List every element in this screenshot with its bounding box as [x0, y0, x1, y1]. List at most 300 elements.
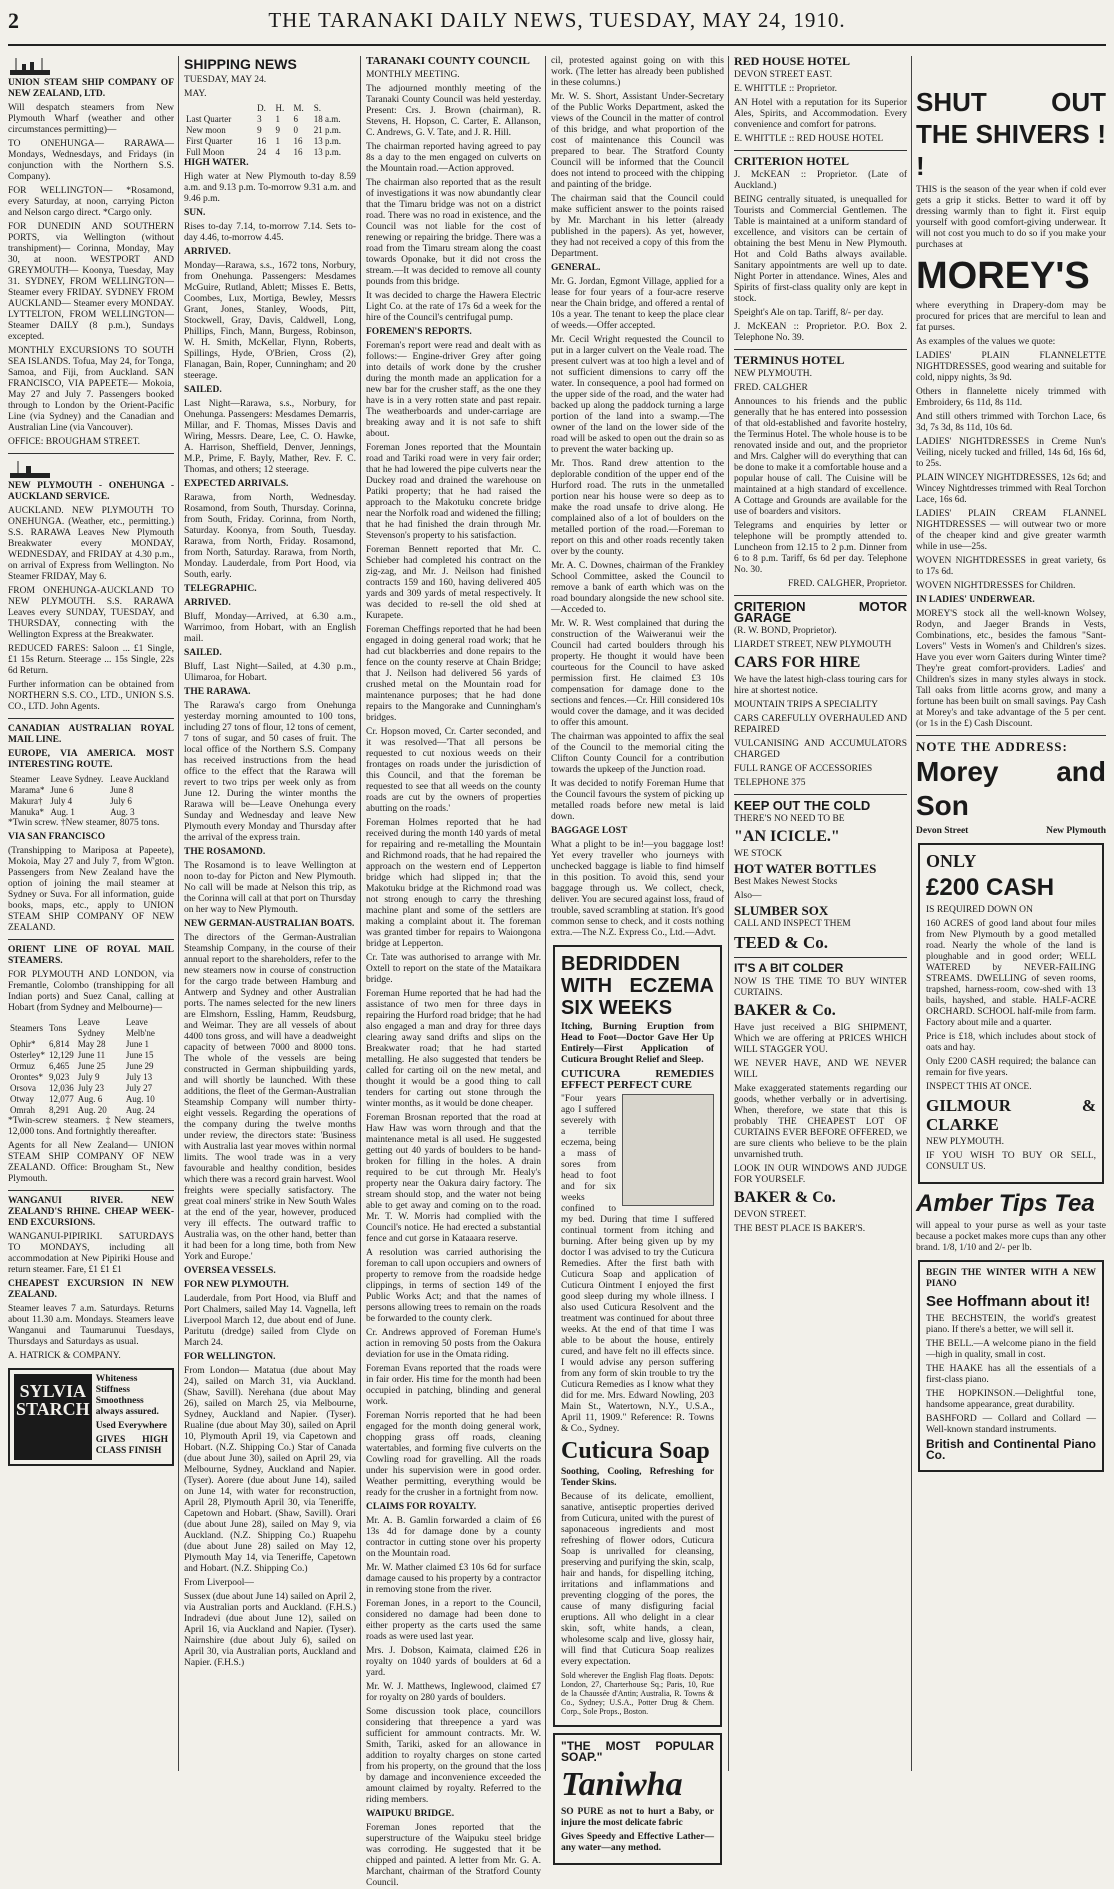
table-cell: June 29	[125, 1061, 154, 1071]
cash-subheading: IS REQUIRED DOWN ON	[926, 905, 1033, 915]
tel-arrived-heading: ARRIVED.	[184, 598, 231, 608]
table-cell: Last Quarter	[186, 114, 232, 124]
red-house-address: DEVON STREET EAST.	[734, 70, 833, 80]
table-cell: Ormuz	[10, 1061, 35, 1071]
moon-phases-table	[184, 103, 356, 158]
article-paragraph: Foreman Bennett reported that Mr. C. Schieber had completed his contract on the zig-zag, and Mr. J. Neilson had finished contracts 159 and 160, having delivered 405 yards and 309 yards of metal respectively. It was decided to re-sell the old shed at Kurapete.	[366, 545, 541, 621]
table-cell: Marama*	[10, 785, 45, 795]
baker-address: DEVON STREET.	[734, 1210, 807, 1220]
table-cell: Otway	[10, 1094, 34, 1104]
sf-heading: VIA SAN FRANCISCO	[8, 832, 106, 842]
steamship-icon	[8, 459, 54, 481]
table-cell: 1	[275, 114, 280, 124]
table-cell: Aug. 3	[110, 807, 135, 817]
taniwha-brand: Taniwha	[561, 1766, 683, 1803]
shipping-date: TUESDAY, MAY 24.	[184, 75, 267, 85]
table-cell: Orontes*	[10, 1072, 43, 1082]
piano-item: THE HAAKE has all the essentials of a first-class piano.	[926, 1364, 1096, 1385]
column-county-council	[366, 55, 541, 1888]
article-paragraph: cil, protested against going on with this work. (The letter has already been published in these columns.)	[551, 56, 724, 88]
table-cell: July 27	[125, 1083, 153, 1093]
article-paragraph: Mr. Cecil Wright requested the Council to put in a larger culvert on the Veale road. The present culvert was at too high a level and of not sufficient dimensions to carry off the water. In consequence, a pool had formed on the upper side of the road, and the water had backed up along the paddock turning a large portion of the land into a swamp.—The owner of the land on the lower side of the road will be asked to open out the drain so as to prevent the water backing up.	[551, 335, 724, 455]
sylvia-starch-ad	[8, 1368, 174, 1466]
table-row	[8, 1050, 174, 1061]
wanganui-cheapest: CHEAPEST EXCURSION IN NEW ZEALAND.	[8, 1279, 174, 1300]
table-cell: Osterley*	[10, 1050, 45, 1060]
union-wellington: FOR WELLINGTON— *Rosamond, every Saturday, at noon, carrying Picton and Nelson cargo direct. *Cargo only.	[8, 186, 174, 218]
garage-address: LIARDET STREET, NEW PLYMOUTH	[734, 640, 892, 650]
shipping-news-heading: SHIPPING NEWS	[184, 56, 297, 72]
garage-heading: CRITERION MOTOR GARAGE	[734, 599, 907, 625]
column-shipping-ads	[8, 56, 174, 1771]
table-row	[8, 1072, 174, 1083]
table-cell: Omrah	[10, 1105, 35, 1115]
column-council-continued	[551, 56, 724, 1853]
terminus-more: Telegrams and enquiries by letter or telephone will be promptly attended to. Luncheon from 12.15 to 2 p.m. Dinner from 6 to 8 p.m. Tariff, 6s 6d per day. Telephone No. 30.	[734, 521, 907, 575]
article-paragraph: Foreman's report were read and dealt with as follows:— Engine-driver Grey after going into details of work done by the crusher during the month made an application for a new bar for the crusher staff, as the one they have is in a very rotten state and past repair. The weatherboards and under-carriage are breaking away and it is not safe to shift about.	[366, 341, 541, 439]
article-paragraph: Mr. Thos. Rand drew attention to the deplorable condition of the upper end of the Hurford road. The ruts in the unmetalled portion near his house were so deep as to make the road unsafe to drive along. He complained also of a lot of boulders on the metalled portion of the road.—Foreman to report on this and other roads recently taken over by the county.	[551, 459, 724, 557]
red-house-heading: RED HOUSE HOTEL	[734, 54, 851, 68]
cold-heading: KEEP OUT THE COLD	[734, 798, 871, 813]
table-row	[8, 807, 174, 818]
orient-heading: ORIENT LINE OF ROYAL MAIL STEAMERS.	[8, 945, 174, 966]
german-heading: NEW GERMAN-AUSTRALIAN BOATS.	[184, 919, 355, 929]
morey-item: LADIES' PLAIN FLANNELETTE NIGHTDRESSES, good wearing and suitable for cold, nippy nights, 3s 9d.	[916, 351, 1106, 383]
sf-text: (Transhipping to Mariposa at Papeete), Mokoia, May 27 and July 7, from W'gton. Passengers from New Zealand have the option of joining the mail steamer at Sydney or Suva. For all information, guide books, maps, etc., apply to UNION STEAM SHIP COMPANY OF NEW ZEALAND.	[8, 846, 174, 933]
divider	[734, 957, 907, 958]
table-header: H.	[275, 103, 285, 113]
table-header: S.	[313, 103, 321, 113]
farm-price: Price is £18, which includes about stock of oats and hay.	[926, 1032, 1096, 1053]
table-cell: 9,023	[49, 1072, 70, 1082]
sylvia-logo: SYLVIA STARCH	[14, 1374, 92, 1460]
article-paragraph: Foreman Norris reported that he had been engaged for the month doing general work, chopping grass off roads, cleaning watertables, and forming five culverts on the Cowling road for gravelling. All the roads under his supervision were in good order. Weather permitting, everything would be ready for the crusher in a fortnight from now.	[366, 1411, 541, 1498]
article-paragraph: Mr. A. B. Gamlin forwarded a claim of £6 13s 4d for damage done by a county contractor in cutting stone over his property on the Mountain road.	[366, 1516, 541, 1559]
table-header-row	[8, 774, 174, 785]
morey-item: PLAIN WINCEY NIGHTDRESSES, 12s 6d; and Wincey Nightdresses trimmed with Real Torchon Lace, 16s 6d.	[916, 473, 1106, 505]
column-display-ads	[916, 56, 1106, 1771]
liverpool-text: Sussex (due about June 14) sailed on April 2, via Australian ports and Auckland. (F.H.S.) Indradevi (due about June 12), sailed on April 16, via Auckland and Napier. (Tyser). Nairnshire (due about July 6), sailed on April 30, via Australian ports, Auckland and Napier. (F.H.S.)	[184, 1592, 356, 1668]
table-cell: 12,129	[49, 1050, 74, 1060]
table-header: Leave Melb'ne	[125, 1017, 155, 1038]
morey-examples: As examples of the values we quote:	[916, 337, 1056, 347]
table-cell: 16	[257, 136, 267, 146]
table-cell: 12,077	[49, 1094, 74, 1104]
cold-we-stock: WE STOCK	[734, 849, 783, 859]
slumber-sox: SLUMBER SOX	[734, 903, 829, 918]
table-header: Leave Auckland	[110, 774, 169, 784]
sun-text: Rises to-day 7.14, to-morrow 7.14. Sets to-day 4.46, to-morrow 4.45.	[184, 222, 356, 243]
sylvia-copy	[96, 1374, 168, 1460]
morey-and-son: Morey and Son	[916, 756, 1106, 821]
cold-call-inspect: CALL AND INSPECT THEM	[734, 919, 851, 929]
table-cell: July 4	[50, 796, 73, 806]
table-header-row	[184, 103, 356, 114]
testimonial-portrait	[622, 1094, 714, 1206]
sun-heading: SUN.	[184, 208, 206, 218]
from-auckland-text: FROM ONEHUNGA-AUCKLAND TO NEW PLYMOUTH. S.S. RARAWA Leaves every SUNDAY, TUESDAY, and THURSDAY, connecting with the Wellington Express at the Breakwater.	[8, 586, 174, 640]
table-row	[184, 147, 356, 158]
table-header: Tons	[49, 1022, 67, 1033]
table-cell: 16	[293, 147, 303, 157]
table-cell: 13 p.m.	[313, 147, 341, 157]
general-heading: GENERAL.	[551, 263, 601, 273]
new-plymouth-heading: FOR NEW PLYMOUTH.	[184, 1280, 289, 1290]
cuticura-soap-text: Because of its delicate, emollient, sanative, antiseptic properties derived from Cuticura, united with the purest of saponaceous ingredients and most refreshing of flower odors, Cuticura Soap is unrivalled for cleansing, preserving and purifying the skin, scalp, hair and hands, for dispelling itching, irritations and inflammations and preventing clogging of the pores, the cause of many disfiguring facial eruptions. All who delight in a clear skin, soft, white hands, a clean, wholesome scalp and live, glossy hair, will find that Cuticura Soap realizes every expectation.	[561, 1492, 714, 1667]
table-header: Steamer	[10, 774, 40, 784]
farm-cash: Only £200 CASH required; the balance can remain for five years.	[926, 1057, 1096, 1078]
table-cell: 24	[257, 147, 267, 157]
devon-new-plymouth: New Plymouth	[1046, 826, 1106, 836]
column-hotel-ads	[734, 56, 907, 1771]
table-cell: June 6	[50, 785, 74, 795]
rosamond-text: The Rosamond is to leave Wellington at noon to-day for Picton and New Plymouth. No call will be made at Nelson this trip, as the Corinna will call at that port on Thursday on her way to New Plymouth.	[184, 861, 356, 915]
land-sale-ad	[918, 843, 1104, 1184]
colder-windows: LOOK IN OUR WINDOWS AND JUDGE FOR YOURSELF.	[734, 1164, 907, 1185]
article-paragraph: Foreman Cheffings reported that he had been engaged in doing general road work; that he had cut blackberries and done repairs to the fence on the county reserve at Chain Bridge; that J. Neilson had delivered 56 yards of crushed metal on the Mountain road for maintenance purposes; that he had done repairs to the Mangorake and Cunningham's bridges.	[366, 625, 541, 723]
colder-shipment: Have just received a BIG SHIPMENT, Which we are offering at PRICES WHICH WILL STAGGER YOU.	[734, 1023, 907, 1055]
table-cell: July 9	[77, 1072, 100, 1082]
article-paragraph: Foreman Jones, in a report to the Council, considered no damage had been done to either property as the carts used the same roads as were used last year.	[366, 1599, 541, 1642]
note-address-heading: NOTE THE ADDRESS:	[916, 739, 1068, 754]
cuticura-soap-subheading: Soothing, Cooling, Refreshing for Tender Skins.	[561, 1467, 714, 1488]
wanganui-text: WANGANUI-PIPIRIKI. SATURDAYS TO MONDAYS, including all accommodation at New Pipiriki House and return steamer. Fare, £1 £1 £1	[8, 1232, 174, 1275]
foremen-heading: FOREMEN'S REPORTS.	[366, 327, 472, 337]
table-row	[8, 1061, 174, 1072]
morey-item: Others in flannelette nicely trimmed with Embroidery, 6s 11d, 8s 11d.	[916, 387, 1106, 408]
article-paragraph: Mr. W. R. West complained that during the construction of the Waiweranui weir the Council had carted boulders through his property. He thought it would have been courteous for the Council to have asked permission first. He claimed £3 10s compensation for damage done to the sections and fences.—Cr. Hill considered 10s would cover the damage, and it was decided to offer this amount.	[551, 619, 724, 728]
table-header	[184, 103, 255, 114]
table-cell: Aug. 20	[77, 1105, 107, 1115]
terminus-proprietor: FRED. CALGHER	[734, 383, 808, 393]
table-cell: Aug. 24	[125, 1105, 155, 1115]
red-house-footer: E. WHITTLE :: RED HOUSE HOTEL	[734, 134, 884, 144]
table-cell: Makura†	[10, 796, 43, 806]
onehunga-text: AUCKLAND. NEW PLYMOUTH TO ONEHUNGA. (Weather, etc., permitting.) S.S. RARAWA Leaves New Plymouth Breakwater every MONDAY, WEDNESDAY, and FRIDAY at 4.30 p.m., on arrival of Express from Wellington. No Steamer FRIDAY, May 6.	[8, 506, 174, 582]
criterion-proprietor: J. McKEAN :: Proprietor. (Late of Auckland.)	[734, 170, 907, 191]
steamship-icon	[8, 56, 54, 78]
table-cell: 9	[257, 125, 262, 135]
baggage-text: What a plight to be in!—you baggage lost! Yet every traveller who journeys with unchecked baggage is liable to find himself in this position. To avoid this, send your baggage through us. We collect, check, deliver. You are secured against loss, fraud of trouble, saved scrambling at station. It's good common sense to check, and it costs nothing extra.—The N.Z. Express Co., Ltd.—Advt.	[551, 840, 724, 938]
table-cell: Aug. 10	[125, 1094, 155, 1104]
union-text: Will despatch steamers from New Plymouth Wharf (weather and other circumstances permitting)—	[8, 103, 174, 135]
keep-out-cold-ad	[734, 800, 907, 952]
red-house-text: AN Hotel with a reputation for its Superior Ales, Spirits, and Accommodation. Every convenience and comfort for patrons.	[734, 98, 907, 130]
article-paragraph: Foreman Jones reported that the Mountain road and Tariki road were in very fair order; that he had lowered the pipe culverts near the Duckey road and drained the warehouse on Patiki property; that he had raised the approach to the Makotuku concrete bridge near the Norfolk road and widened the filling; that he had finished the drain through Mr. Stevenson's property to his satisfaction.	[366, 443, 541, 541]
table-cell: June 8	[110, 785, 134, 795]
criterion-heading: CRITERION HOTEL	[734, 154, 850, 168]
table-row	[8, 1083, 174, 1094]
expected-text: Rarawa, from North, Wednesday. Rosamond, from South, Thursday. Corinna, from South, Friday. Corinna, from North, Saturday. Koonya, from South, Tuesday. Rarawa, from North, Friday. Rosamond, from North, Saturday. Rarawa, from North, Monday. Lauderdale, from Port Hood, via South, early.	[184, 493, 356, 580]
newspaper-title: THE TARANAKI DAILY NEWS, TUESDAY, MAY 24, 1910.	[268, 8, 846, 32]
tel-arrived-text: Bluff, Monday—Arrived, at 6.30 a.m., Warrimoo, from Hobart, with an English mail.	[184, 612, 356, 644]
cuticura-soap-heading: Cuticura Soap	[561, 1438, 710, 1464]
royalty-heading: CLAIMS FOR ROYALTY.	[366, 1502, 477, 1512]
baker-brand: BAKER & Co.	[734, 1002, 836, 1019]
sylvia-used: Used Everywhere	[95, 1421, 168, 1431]
eczema-subheading: Itching, Burning Eruption from Head to Foot—Doctor Gave Her Up Entirely—First Application of Cuticura Brought Relief and Sleep.	[561, 1022, 714, 1065]
table-cell: 16	[293, 136, 303, 146]
wanganui-ad	[8, 1196, 174, 1362]
column-divider	[545, 56, 546, 1771]
divider	[8, 453, 174, 454]
baker-curtains-ad	[734, 963, 907, 1235]
cuticura-ad	[553, 945, 722, 1727]
teed-brand: TEED & Co.	[734, 933, 828, 952]
new-plymouth-text: Lauderdale, from Port Hood, via Bluff and Port Chalmers, sailed May 14. Vagnella, left Liverpool March 12, due about end of June. Paritutu (dredge) sailed from Clyde on March 24.	[184, 1294, 356, 1348]
article-paragraph: Mr. W. Mather claimed £3 10s 6d for surface damage caused to his property by a contractor in removing stone from the river.	[366, 1563, 541, 1595]
red-house-hotel-ad	[734, 56, 907, 145]
baker-best-place: THE BEST PLACE IS BAKER'S.	[734, 1224, 866, 1234]
garage-list-item: TELEPHONE 375	[734, 778, 806, 788]
inspect-notice: INSPECT THIS AT ONCE.	[926, 1082, 1032, 1092]
arrived-heading: ARRIVED.	[184, 247, 231, 257]
piano-heading: BEGIN THE WINTER WITH A NEW PIANO	[926, 1268, 1096, 1289]
hot-water-bottles: HOT WATER BOTTLES	[734, 861, 877, 876]
article-paragraph: Foreman Holmes reported that he had received during the month 140 yards of metal for repairing and re-metalling the Mountain and Richmond roads, that he had repaired the approach on the western end of Lepperton bridge which had slipped in; that the Makotuku bridge at the Richmond road was not strong enough to carry the threshing machine plant and some of the settlers are making a complaint about it. The foreman was granted timber for repairs to Waiongona bridge at Lepperton.	[366, 818, 541, 949]
table-row	[184, 125, 356, 136]
table-cell: 12,036	[49, 1083, 74, 1093]
colder-never: WE NEVER HAVE, AND WE NEVER WILL	[734, 1059, 907, 1080]
orient-agents: Agents for all New Zealand— UNION STEAM SHIP COMPANY OF NEW ZEALAND. Office: Brougham St., New Plymouth.	[8, 1141, 174, 1184]
table-cell: Aug. 1	[50, 807, 75, 817]
shut-out-text: THIS is the season of the year when if cold ever gets a grip it sticks. Better to ward it off by dressing warmly than to fight it. First equip yourself with good comfort-giving underwear. It will not cost you much to do so if you make your purchases at	[916, 185, 1106, 250]
council-subheading: MONTHLY MEETING.	[366, 70, 460, 80]
morey-item: LADIES' NIGHTDRESSES in Creme Nun's Veiling, nicely tucked and frilled, 14s 6d, 16s 6d, to 25s.	[916, 437, 1106, 469]
article-paragraph: It was decided to charge the Hawera Electric Light Co. at the rate of 17s 6d a week for the hire of the Council's centrifugal pump.	[366, 291, 541, 323]
amber-tips-ad	[916, 1190, 1106, 1254]
canadian-heading: CANADIAN AUSTRALIAN ROYAL MAIL LINE.	[8, 724, 174, 745]
table-header: Leave Sydney.	[50, 774, 104, 784]
article-paragraph: The chairman also reported that as the result of investigations it was now abundantly clear that the Timaru bridge was not on a district road. There was no road in existence, and the Council was not liable for the cost of renewing or repairing the bridge. There was a road from the Timaru stream along the coast towards Oponake, but it did not cross the stream.—It was decided to remove all county pounds from this bridge.	[366, 178, 541, 287]
table-header: Steamers	[10, 1022, 43, 1033]
tel-sailed-heading: SAILED.	[184, 648, 222, 658]
union-steam-ad	[8, 56, 174, 448]
divider	[8, 718, 174, 719]
farm-description: 160 ACRES of good land about four miles from New Plymouth by a good metalled road. Nearly the whole of the land is ploughable and in good order; WELL WATERED by NEVER-FAILING STREAMS. DWELLING of seven rooms, trapshed, harness-room, cow-shed with 13 bails, hayshed, and stable. HALF-ACRE ORCHARD. SCHOOL half-mile from farm. Factory about mile and a quarter.	[926, 919, 1096, 1028]
table-row	[8, 796, 174, 807]
table-cell: June 11	[77, 1050, 106, 1060]
table-header-row	[8, 1017, 174, 1039]
taniwha-quote: "THE MOST POPULAR SOAP."	[561, 1739, 714, 1764]
orient-text: FOR PLYMOUTH AND LONDON, via Fremantle, Colombo (transhipping for all Indian ports) and Suez Canal, calling at Hobart (from Sydney and Melbourne)—	[8, 970, 174, 1013]
piano-ad	[918, 1260, 1104, 1472]
devon-street: Devon Street	[916, 826, 969, 836]
garage-list-item: MOUNTAIN TRIPS A SPECIALITY	[734, 700, 878, 710]
table-cell: 0	[293, 125, 299, 135]
garage-proprietor: (R. W. BOND, Proprietor).	[734, 626, 837, 636]
table-cell: Aug. 6	[77, 1094, 103, 1104]
piano-item: BASHFORD — Collard and Collard — Well-known standard instruments.	[926, 1414, 1096, 1435]
table-row	[8, 785, 174, 796]
article-paragraph: Mr. G. Jordan, Egmont Village, applied for a lease for four years of a four-acre reserve near the Chain bridge, and offered a rental of 10s a year. The tenant to keep the place clear of weeds.—Offer accepted.	[551, 277, 724, 331]
table-cell: June 15	[125, 1050, 154, 1060]
waipuku-heading: WAIPUKU BRIDGE.	[366, 1809, 455, 1819]
table-cell: Orsova	[10, 1083, 36, 1093]
baggage-heading: BAGGAGE LOST	[551, 826, 628, 836]
hoffmann-heading: See Hoffmann about it!	[926, 1293, 1091, 1310]
divider	[734, 150, 907, 151]
masthead	[0, 6, 1114, 38]
divider	[916, 735, 1106, 736]
table-cell: June 1	[125, 1039, 150, 1049]
taniwha-ad	[553, 1733, 722, 1865]
table-cell: 9	[275, 125, 280, 135]
article-paragraph: A resolution was carried authorising the foreman to call upon occupiers and owners of property to remove from the roadside hedge clippings, in terms of section 149 of the Public Works Act; and that the names of persons allowing trees to remain on the roads be forwarded to the county clerk.	[366, 1248, 541, 1324]
rosamond-heading: THE ROSAMOND.	[184, 847, 266, 857]
amber-tips-text: will appeal to your purse as well as your taste because a pocket makes more cups than any other brand. 1/8, 1/10 and 2/- per lb.	[916, 1221, 1106, 1253]
cash-heading: £200 CASH	[926, 874, 1055, 901]
table-header: M.	[293, 103, 304, 113]
onehunga-heading: NEW PLYMOUTH - ONEHUNGA - AUCKLAND SERVICE.	[8, 481, 174, 502]
piano-item: THE HOPKINSON.—Delightful tone, handsome appearance, great durability.	[926, 1389, 1096, 1410]
table-cell: 1	[275, 136, 280, 146]
german-text: The directors of the German-Australian Steamship Company, in the course of their annual report to the shareholders, refer to the new steamers now in course of construction for the cargo trade between Hamburg and Antwerp and Sydney and other Australian ports. The names selected for the new liners are Elmshorn, Essling, Hamm, Reudsburg, and Weimar. They are all vessels of about 4400 tons gross, and will have a deadweight capacity of between 7000 and 8000 tons. The whole of the vessels are being constructed in German shipbuilding yards, and will shortly be launched. With these additions, the fleet of the German-Australian Steamship Company will number thirty-eight vessels. Regarding the operations of the company during the twelve months under review, the directors state: 'Business with Australia last year moves within normal limits. The wool trade was in a very favourable and healthy condition, besides which there was a record grain harvest. Wool freights were specially satisfactory. The great coal miners' strike in New South Wales at the end of the year, however, produced very ill effects. The outward traffic to Australia was, on the other hand, better than it had been for a long time, both from New York and Europe.'	[184, 933, 356, 1262]
table-cell: July 13	[125, 1072, 153, 1082]
table-cell: May 28	[77, 1039, 106, 1049]
terminus-address: NEW PLYMOUTH.	[734, 369, 813, 379]
garage-text: We have the latest high-class touring cars for hire at shortest notice.	[734, 675, 907, 696]
morey-text: where everything in Drapery-dom may be procured for prices that are merciful to lean and fat purses.	[916, 301, 1106, 333]
cuticura-testimonial: "Four years ago I suffered severely with a terrible eczema, being a mass of sores from head to foot and for six weeks confined to my bed. During that time I suffered continual torment from itching and burning. After being given up by my doctor I was advised to try the Cuticura Remedies. After the first bath with Cuticura Soap and application of Cuticura Ointment I enjoyed the first good sleep during my whole illness. I also used Cuticura Resolvent and the treatment was continued for about three weeks. At the end of that time I was able to be about the house, entirely cured, and have felt no ill effects since. I would advise any person suffering from any form of skin trouble to try the Cuticura Remedies as I know what they did for me. Mrs. Edward Nowling, 203 Main St., Watertown, N.Y., U.S.A., April 11, 1909." Reference: R. Towns & Co., Sydney.	[561, 1094, 714, 1434]
divider	[734, 794, 907, 795]
taniwha-tagline-2: Gives Speedy and Effective Lather—any water—any method.	[561, 1832, 714, 1853]
page-number: 2	[8, 8, 19, 33]
sylvia-tags: Whiteness Stiffness Smoothness always assured.	[95, 1374, 159, 1417]
table-cell: 6,465	[49, 1061, 70, 1071]
colder-text: NOW IS THE TIME TO BUY WINTER CURTAINS.	[734, 977, 907, 998]
article-paragraph: It was decided to notify Foreman Hume that the Council favours the system of picking up metalled roads before new metal is laid down.	[551, 779, 724, 822]
table-cell: 6,814	[49, 1039, 70, 1049]
moon-heading: MAY.	[184, 89, 207, 99]
union-heading: UNION STEAM SHIP COMPANY OF NEW ZEALAND, LTD.	[8, 78, 174, 99]
table-row	[184, 136, 356, 147]
criterion-text: BEING centrally situated, is unequalled for Tourists and Commercial Gentlemen. The Table is maintained at a uniform standard of excellence, and visitors can be certain of obtaining the best Menu in New Plymouth. Hot and Cold Baths always available. Sanitary appointments are well up to date. Night Porter in attendance. Wines, Ales and Spirits of first-class quality only are kept in stock.	[734, 195, 907, 304]
morey-address-ad	[916, 741, 1106, 837]
cold-subheading: THERE'S NO NEED TO BE	[734, 814, 845, 824]
cold-also: Also—	[734, 891, 762, 901]
underwear-text: MOREY'S stock all the well-known Wolsey, Rodyn, and Jaeger Brands in Vests, Combinations, etc., besides the famous "Sant-Lovers" Vests in Women's and Children's sizes. Have you ever worn Gaiters during Winter time? They're great comfort-providers. Ladies' and Children's sizes in many styles always in stock. Tall oaks from little acorns grow, and many a fortune has been built on small savings. Pay Cash at Morey's and take advantage of the 5 per cent. (or 1s in the £) Cash Discount.	[916, 609, 1106, 729]
orient-notes: *Twin-screw steamers. ‡New steamers, 12,000 tons. And fortnightly thereafter.	[8, 1116, 174, 1137]
orient-sailings-table	[8, 1017, 174, 1116]
table-cell: 6	[293, 114, 299, 124]
wanganui-heading: WANGANUI RIVER. NEW ZEALAND'S RHINE. CHEAP WEEK-END EXCURSIONS.	[8, 1196, 174, 1228]
table-header: Leave Sydney	[77, 1017, 105, 1038]
further-info: Further information can be obtained from NORTHERN S.S. CO., LTD., UNION S.S. CO., LTD. John Agents.	[8, 680, 174, 712]
high-water-heading: HIGH WATER.	[184, 158, 249, 168]
article-paragraph: The adjourned monthly meeting of the Taranaki County Council was held yesterday. Present: Crs. J. Brown (chairman), R. Stevens, H. Hopson, C. Carter, E. Allanson, C. Andrews, G. V. Tate, and J. R. Hill.	[366, 84, 541, 138]
article-paragraph: Mr. A. C. Downes, chairman of the Frankley School Committee, asked the Council to remove a bank of earth which was on the road boundary alongside the new school site.—Acceded to.	[551, 561, 724, 615]
table-cell: 8,291	[49, 1105, 70, 1115]
article-paragraph: Cr. Hopson moved, Cr. Carter seconded, and it was resolved—'That all persons be requested to cut noxious weeds on their frontages on roads under the jurisdiction of this Council, and that the foreman be requested to see that all weeds on the county roads are cut by the owners of properties abutting on the roads.'	[366, 727, 541, 814]
garage-list-item: FULL RANGE OF ACCESSORIES	[734, 764, 873, 774]
garage-list-item: CARS CAREFULLY OVERHAULED AND REPAIRED	[734, 714, 907, 735]
oversea-heading: OVERSEA VESSELS.	[184, 1266, 276, 1276]
article-paragraph: Foreman Evans reported that the roads were in fair order. His time for the month had been occupied in patching, blinding and general work.	[366, 1364, 541, 1407]
article-paragraph: The chairman was appointed to affix the seal of the Council to the memorial citing the Clifton County Council for a contribution towards the upkeep of the Junction road.	[551, 732, 724, 775]
gilmour-address: NEW PLYMOUTH.	[926, 1137, 1005, 1147]
gilmour-tagline: IF YOU WISH TO BUY OR SELL, CONSULT US.	[926, 1151, 1096, 1172]
gilmour-heading: GILMOUR & CLARKE	[926, 1096, 1096, 1134]
table-cell: Manuka*	[10, 807, 44, 817]
divider	[8, 1190, 174, 1191]
table-row	[8, 1094, 174, 1105]
table-row	[8, 1105, 174, 1116]
table-cell: 13 p.m.	[313, 136, 341, 146]
article-paragraph: Foreman Jones reported that the superstructure of the Waipuku steel bridge was corroding. He suggested that it be chipped and painted. A letter from Mr. G. A. Marchant, chairman of the Stratford County Council.	[366, 1823, 541, 1888]
column-divider	[911, 56, 912, 1771]
criterion-footer: J. McKEAN :: Proprietor. P.O. Box 2. Telephone No. 39.	[734, 322, 907, 343]
table-cell: New moon	[186, 125, 226, 135]
baker-brand-2: BAKER & Co.	[734, 1189, 836, 1206]
table-row	[8, 1039, 174, 1050]
union-westport: FOR DUNEDIN AND SOUTHERN PORTS, via Wellington (without transhipment)— Corinna, Monday, May 30, at noon. WESTPORT AND GREYMOUTH— Koonya, Tuesday, May 31. SYDNEY, FROM WELLINGTON— Steamer every FRIDAY. SYDNEY FROM AUCKLAND— Steamer every MONDAY. LYTTELTON, FROM WELLINGTON— Steamer DAILY (8 p.m.), Sundays excepted.	[8, 222, 174, 342]
table-header: D.	[257, 103, 266, 113]
sailed-text: Last Night—Rarawa, s.s., Norbury, for Onehunga. Passengers: Mesdames Demarris, Millar, and F. Thomas, Misses Davis and Wiring, Messrs. Deare, Lee, C. O. Hawke, A. Harrison, Sheffield, Denver, Jennings, M.P., Prime, F. Bayly, Mather, Rev. F. C. Thomas, and others; 12 steerage.	[184, 399, 356, 475]
morey-ad	[916, 86, 1106, 730]
article-paragraph: Foreman Hume reported that he had had the assistance of two men for three days in repairing the Hurford road bridge; that he had also engaged a man and dray for three days clearing away sand drifts and slips on the Breakwater road; that he had started metalling. He also suggested that tenders be called for carting oil on the new metal, and thought it would be a good thing to call tenders for carting out stone through the winter months, as it would be done cheaper.	[366, 989, 541, 1109]
cold-icicle: "AN ICICLE."	[734, 828, 840, 845]
devon-street-line	[916, 826, 1106, 837]
piano-company: British and Continental Piano Co.	[926, 1437, 1096, 1462]
red-house-proprietor: E. WHITTLE :: Proprietor.	[734, 84, 837, 94]
only-heading: ONLY	[926, 851, 977, 871]
sylvia-gives: GIVES HIGH CLASS FINISH	[95, 1435, 168, 1456]
arrived-text: Monday—Rarawa, s.s., 1672 tons, Norbury, from Onehunga. Passengers: Mesdames McGuire, Rutland, Ablett; Misses E. Betts, Coombes, Lux, Mortiga, Bewley, Messrs Grant, Jones, Stanley, Woods, Pitt, Stockwell, Gray, Davis, Caldwell, Long, Phillips, Finch, Mann, Burgess, Robinson, W. H. Smith, McKellar, Flynn, Roberts, Spillings, Hyde, O'Brien, Cross (2), Flanagan, Bain, Roper, Cunningham; and 20 steerage.	[184, 261, 356, 381]
divider	[8, 939, 174, 940]
rarawa-heading: THE RARAWA.	[184, 687, 251, 697]
criterion-tariff: Speight's Ale on tap. Tariff, 8/- per day.	[734, 308, 884, 318]
article-paragraph: Mr. W. S. Short, Assistant Under-Secretary of the Public Works Department, asked the views of the Council in the matter of control of this bridge, and what proportion of the cost of maintenance this Council was prepared to bear. The Stratford County Council will be informed that the Council does not intend to proceed with the chipping and painting of the bridge.	[551, 92, 724, 190]
cuticura-heading: CUTICURA REMEDIES EFFECT PERFECT CURE	[561, 1068, 714, 1091]
colder-heading: IT'S A BIT COLDER	[734, 961, 844, 975]
column-divider	[360, 56, 361, 1771]
sailed-heading: SAILED.	[184, 385, 222, 395]
wanganui-agent: A. HATRICK & COMPANY.	[8, 1351, 121, 1361]
shut-out-heading: SHUT OUT THE SHIVERS ! !	[916, 87, 1106, 181]
column-divider	[178, 56, 179, 1771]
tel-sailed-text: Bluff, Last Night—Sailed, at 4.30 p.m., Ulimaroa, for Hobart.	[184, 662, 356, 683]
column-divider	[728, 56, 729, 1771]
table-cell: July 6	[110, 796, 132, 806]
underwear-heading: IN LADIES' UNDERWEAR.	[916, 595, 1035, 605]
wanganui-times: Steamer leaves 7 a.m. Saturdays. Returns about 11.30 a.m. Mondays. Steamers leave Wanganui and Taumarunui Tuesdays, Thursdays and Saturdays as usual.	[8, 1304, 174, 1347]
morey-brand: MOREY'S	[916, 255, 1090, 297]
table-cell: 4	[275, 147, 280, 157]
piano-item: THE BELL.—A welcome piano in the field—high in quality, small in cost.	[926, 1339, 1096, 1360]
article-paragraph: The chairman reported having agreed to pay 8s a day to the men engaged on culverts on the Mountain road.—Action approved.	[366, 142, 541, 174]
expected-heading: EXPECTED ARRIVALS.	[184, 479, 289, 489]
article-paragraph: Mrs. J. Dobson, Kaimata, claimed £26 in royalty on 1040 yards of boulders at 6d a yard.	[366, 1646, 541, 1678]
union-excursions: MONTHLY EXCURSIONS TO SOUTH SEA ISLANDS. Tofua, May 24, for Tonga, Samoa, and Fiji, from Auckland. SAN FRANCISCO, VIA PAPEETE— Mokoia, May 27 and July 7. Passengers booked through to London by the Orient-Pacific Line (via Sydney) and the Canadian and Australian Line (via Vancouver).	[8, 346, 174, 433]
article-paragraph: The chairman said that the Council could make sufficient answer to the points raised by Mr. Marchant in his letter (already published in the papers). As yet, however, they had not received a copy of this from the Department.	[551, 194, 724, 259]
article-paragraph: Some discussion took place, councillors considering that threepence a yard was sufficient for ammount contracts. Mr. W. Smith, Tariki, asked for an allowance in addition to royalty charges on stone carted from his property, on the ground that the loss by damage and inconvenience exceeded the amount claimed by royalty. Referred to the riding members.	[366, 1707, 541, 1805]
council-heading: TARANAKI COUNTY COUNCIL	[366, 55, 530, 67]
piano-item: THE BECHSTEIN, the world's greatest piano. If there's a better, we will sell it.	[926, 1314, 1096, 1335]
terminus-footer: FRED. CALGHER, Proprietor.	[787, 579, 907, 589]
union-onehunga: TO ONEHUNGA— RARAWA—Mondays, Wednesdays, and Fridays (in conjunction with the Northern S.S. Company).	[8, 139, 174, 182]
cold-makes: Best Makes Newest Stocks	[734, 877, 838, 887]
motor-garage-ad	[734, 601, 907, 789]
article-paragraph: Cr. Andrews approved of Foreman Hume's action in removing 50 posts from the Oakura deviation for use in the Omata riding.	[366, 1328, 541, 1360]
colder-body: Make exaggerated statements regarding our goods, whether verbally or in advertising. When, therefore, we state that this is probably THE CHEAPEST LOT OF CURTAINS EVER BEFORE OFFERED, we are sure clients who believe to be the plain unvarnished truth.	[734, 1084, 907, 1160]
table-cell: 21 p.m.	[313, 125, 341, 135]
table-cell: Full Moon	[186, 147, 225, 157]
taniwha-tagline: SO PURE as not to hurt a Baby, or injure the most delicate fabric	[561, 1807, 714, 1828]
wellington-heading: FOR WELLINGTON.	[184, 1352, 276, 1362]
reduced-fares: REDUCED FARES: Saloon ... £1 Single, £1 15s Return. Steerage ... 15s Single, 22s 6d Return.	[8, 644, 174, 676]
column-shipping-news	[184, 56, 356, 1771]
